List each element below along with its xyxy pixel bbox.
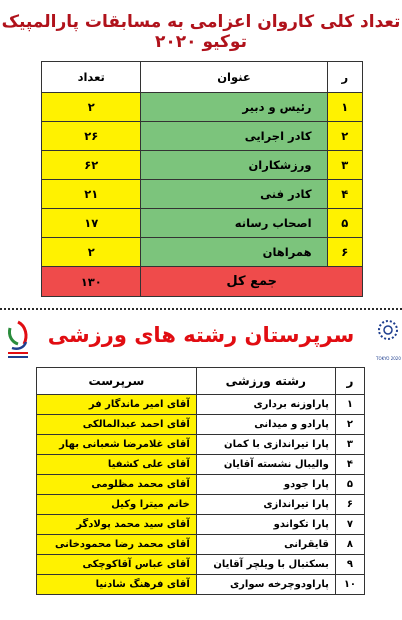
row-index: ۴ xyxy=(335,455,364,475)
table-header-row xyxy=(37,368,365,395)
row-supervisor: آقای محمد مظلومی xyxy=(37,475,197,495)
row-count: ۲ xyxy=(42,93,141,122)
row-sport: والیبال نشسته آقایان xyxy=(196,455,335,475)
row-title: اصحاب رسانه xyxy=(141,209,327,238)
header-index: ر xyxy=(327,62,362,93)
total-row xyxy=(42,267,363,297)
row-sport: پارا تیراندازی xyxy=(196,495,335,515)
row-supervisor: آقای عباس آقاکوچکی xyxy=(37,555,197,575)
row-index: ۲ xyxy=(335,415,364,435)
row-sport: پاراوزنه برداری xyxy=(196,395,335,415)
table-row xyxy=(37,535,365,555)
row-sport: قایقرانی xyxy=(196,535,335,555)
row-sport: پارا جودو xyxy=(196,475,335,495)
header-sport: رشته ورزشی xyxy=(196,368,335,395)
row-index: ۲ xyxy=(327,122,362,151)
row-index: ۳ xyxy=(335,435,364,455)
row-sport: پارا تیراندازی با کمان xyxy=(196,435,335,455)
row-index: ۸ xyxy=(335,535,364,555)
table-row xyxy=(37,495,365,515)
row-supervisor: آقای محمد رضا محمودخانی xyxy=(37,535,197,555)
row-sport: بسکتبال با ویلچر آقایان xyxy=(196,555,335,575)
table-row xyxy=(37,575,365,595)
row-count: ۲ xyxy=(42,238,141,267)
table-row xyxy=(37,455,365,475)
table-row xyxy=(37,395,365,415)
row-index: ۱ xyxy=(335,395,364,415)
tokyo-logo-caption: TOKYO 2020 xyxy=(376,356,401,361)
header-index: ر xyxy=(335,368,364,395)
table-row xyxy=(37,515,365,535)
table-row xyxy=(42,180,363,209)
row-index: ۵ xyxy=(327,209,362,238)
header-supervisor: سرپرست xyxy=(37,368,197,395)
table-row xyxy=(42,238,363,267)
table-row xyxy=(42,209,363,238)
table-row xyxy=(42,93,363,122)
row-title: کادر اجرایی xyxy=(141,122,327,151)
row-count: ۲۱ xyxy=(42,180,141,209)
table-row xyxy=(37,435,365,455)
row-index: ۳ xyxy=(327,151,362,180)
row-title: کادر فنی xyxy=(141,180,327,209)
delegation-summary-table xyxy=(41,61,363,297)
total-label: جمع کل xyxy=(141,267,363,297)
row-index: ۶ xyxy=(327,238,362,267)
row-index: ۶ xyxy=(335,495,364,515)
row-index: ۵ xyxy=(335,475,364,495)
row-sport: پارا تکواندو xyxy=(196,515,335,535)
summary-title: تعداد کلی کاروان اعزامی به مسابقات پارالمپیک توکیو ۲۰۲۰ xyxy=(1,12,401,52)
row-index: ۱۰ xyxy=(335,575,364,595)
total-count: ۱۳۰ xyxy=(42,267,141,297)
table-row xyxy=(37,555,365,575)
row-sport: پاراودوچرخه سواری xyxy=(196,575,335,595)
table-row xyxy=(42,151,363,180)
supervisors-title: سرپرستان رشته های ورزشی xyxy=(47,323,355,347)
table-header-row xyxy=(42,62,363,93)
row-index: ۴ xyxy=(327,180,362,209)
tokyo-2020-logo xyxy=(376,318,400,362)
table-row xyxy=(37,415,365,435)
row-title: رئیس و دبیر xyxy=(141,93,327,122)
section-divider xyxy=(0,308,402,313)
row-supervisor: آقای فرهنگ شادنیا xyxy=(37,575,197,595)
row-supervisor: آقای سید محمد پولادگر xyxy=(37,515,197,535)
row-supervisor: آقای غلامرضا شعبانی بهار xyxy=(37,435,197,455)
row-supervisor: خانم میترا وکیل xyxy=(37,495,197,515)
row-title: ورزشکاران xyxy=(141,151,327,180)
row-count: ۶۲ xyxy=(42,151,141,180)
table-row xyxy=(42,122,363,151)
header-count: تعداد xyxy=(42,62,141,93)
row-index: ۱ xyxy=(327,93,362,122)
row-supervisor: آقای احمد عبدالمالکی xyxy=(37,415,197,435)
row-count: ۲۶ xyxy=(42,122,141,151)
row-supervisor: آقای امیر ماندگار فر xyxy=(37,395,197,415)
table-row xyxy=(37,475,365,495)
header-title: عنوان xyxy=(141,62,327,93)
row-count: ۱۷ xyxy=(42,209,141,238)
row-index: ۹ xyxy=(335,555,364,575)
row-title: همراهان xyxy=(141,238,327,267)
row-supervisor: آقای علی کشفیا xyxy=(37,455,197,475)
row-index: ۷ xyxy=(335,515,364,535)
row-sport: پارادو و میدانی xyxy=(196,415,335,435)
sport-supervisors-table xyxy=(36,367,365,595)
